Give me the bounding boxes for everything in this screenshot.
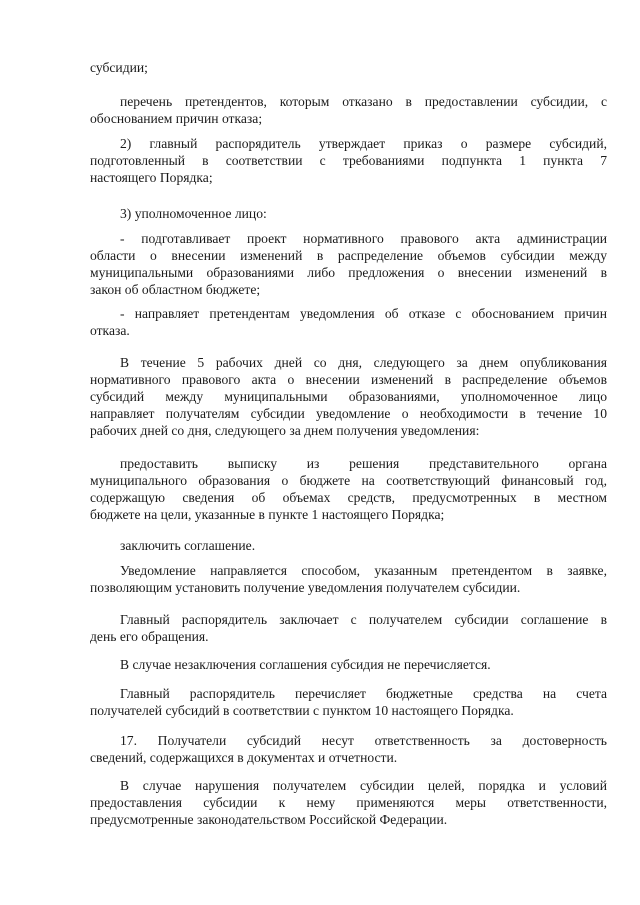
paragraph-7	[90, 354, 607, 439]
text-line: заключить соглашение.	[120, 538, 256, 553]
text-line: муниципальными образованиями либо предложения о внесении изменений в	[90, 265, 607, 280]
paragraph-6	[90, 305, 607, 339]
text-line: муниципального образования о бюджете на соответствующий финансовый год,	[90, 473, 607, 488]
text-line: В случае нарушения получателем субсидии целей, порядка и условий	[120, 778, 607, 793]
text-line: обоснованием причин отказа;	[90, 111, 263, 126]
text-line: В случае незаключения соглашения субсидия не перечисляется.	[120, 657, 491, 672]
text-line: 17. Получатели субсидий несут ответственность за достоверность	[120, 733, 607, 748]
paragraph-5	[90, 230, 607, 298]
text-line: субсидии;	[90, 60, 148, 75]
paragraph-13	[90, 685, 607, 719]
text-line: рабочих дней со дня, следующего за днем получения уведомления:	[90, 423, 480, 438]
paragraph-11	[90, 611, 607, 645]
paragraph-2	[90, 93, 607, 127]
paragraph-9	[90, 537, 607, 554]
text-line: настоящего Порядка;	[90, 170, 213, 185]
text-line: позволяющим установить получение уведомления получателем субсидии.	[90, 580, 521, 595]
text-line: направляет получателям субсидии уведомление о необходимости в течение 10	[90, 406, 607, 421]
text-line: перечень претендентов, которым отказано в предоставлении субсидии, с	[120, 94, 607, 109]
text-line: В течение 5 рабочих дней со дня, следующего за днем опубликования	[120, 355, 607, 370]
text-line: 2) главный распорядитель утверждает приказ о размере субсидий,	[120, 136, 607, 151]
text-line: день его обращения.	[90, 629, 209, 644]
text-line: Уведомление направляется способом, указанным претендентом в заявке,	[120, 563, 607, 578]
paragraph-3	[90, 135, 607, 186]
text-line: 3) уполномоченное лицо:	[120, 206, 267, 221]
text-line: Главный распорядитель заключает с получателем субсидии соглашение в	[120, 612, 607, 627]
paragraph-10	[90, 562, 607, 596]
paragraph-15	[90, 777, 607, 828]
text-line: подготовленный в соответствии с требованиями подпункта 1 пункта 7	[90, 153, 607, 168]
text-line: получателей субсидий в соответствии с пунктом 10 настоящего Порядка.	[90, 703, 514, 718]
paragraph-14	[90, 732, 607, 766]
text-line: предусмотренные законодательством Российской Федерации.	[90, 812, 448, 827]
text-line: бюджете на цели, указанные в пункте 1 настоящего Порядка;	[90, 507, 445, 522]
paragraph-1	[90, 59, 607, 76]
paragraph-8	[90, 455, 607, 523]
text-line: - направляет претендентам уведомления об отказе с обоснованием причин	[120, 306, 607, 321]
text-line: Главный распорядитель перечисляет бюджетные средства на счета	[120, 686, 607, 701]
text-line: нормативного правового акта о внесении изменений в распределение объемов	[90, 372, 607, 387]
text-line: содержащую сведения об объемах средств, предусмотренных в местном	[90, 490, 607, 505]
paragraph-4	[90, 205, 607, 222]
text-line: закон об областном бюджете;	[90, 282, 261, 297]
text-line: области о внесении изменений в распределение объемов субсидии между	[90, 248, 607, 263]
text-line: - подготавливает проект нормативного правового акта администрации	[120, 231, 607, 246]
text-line: сведений, содержащихся в документах и отчетности.	[90, 750, 398, 765]
text-line: отказа.	[90, 323, 130, 338]
text-line: предоставить выписку из решения представительного органа	[120, 456, 607, 471]
text-line: предоставления субсидии к нему применяются меры ответственности,	[90, 795, 607, 810]
text-line: субсидий между муниципальными образованиями, уполномоченное лицо	[90, 389, 607, 404]
paragraph-12	[90, 656, 607, 673]
